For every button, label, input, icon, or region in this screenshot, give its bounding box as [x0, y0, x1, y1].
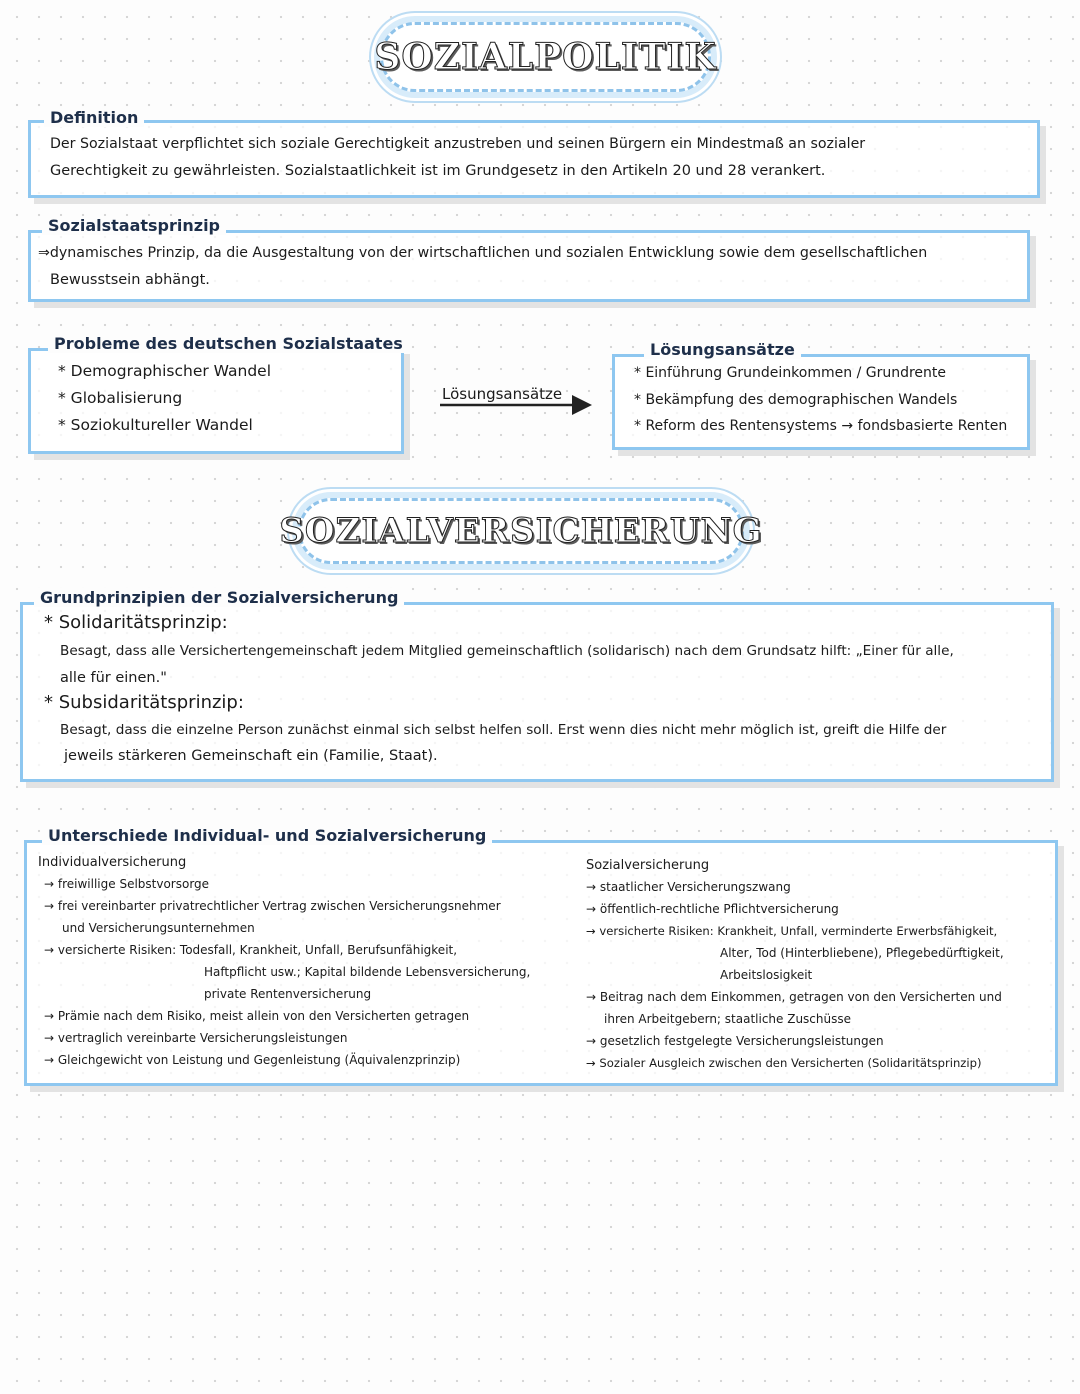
probleme-item-2: * Globalisierung — [58, 389, 183, 407]
loesungen-label: Lösungsansätze — [644, 340, 801, 359]
individual-line-4: → versicherte Risiken: Todesfall, Krankheit, Unfall, Berufsunfähigkeit, — [44, 943, 458, 957]
individual-line-7: → Prämie nach dem Risiko, meist allein von den Versicherten getragen — [44, 1009, 470, 1023]
unterschiede-label: Unterschiede Individual- und Sozialversicherung — [42, 826, 492, 845]
solidaritaet-title: * Solidaritätsprinzip: — [44, 612, 228, 633]
sozial-line-4: Alter, Tod (Hinterbliebene), Pflegebedürftigkeit, — [720, 946, 1004, 960]
loesungen-item-2: * Bekämpfung des demographischen Wandels — [634, 392, 958, 408]
prinzip-line-2: Bewusstsein abhängt. — [50, 272, 210, 288]
probleme-item-3: * Soziokultureller Wandel — [58, 416, 253, 434]
subsidiaritaet-title: * Subsidaritätsprinzip: — [44, 692, 244, 713]
individual-heading: Individualversicherung — [38, 855, 187, 870]
probleme-label: Probleme des deutschen Sozialstaates — [48, 334, 409, 353]
individual-line-3: und Versicherungsunternehmen — [62, 921, 255, 935]
sozial-line-2: → öffentlich-rechtliche Pflichtversicherung — [586, 902, 839, 916]
title-sozialversicherung-cloud — [279, 498, 763, 564]
arrow-right-icon — [438, 392, 594, 418]
individual-line-5: Haftpflicht usw.; Kapital bildende Lebensversicherung, — [204, 965, 531, 979]
prinzip-line-1: ⇒dynamisches Prinzip, da die Ausgestaltung von der wirtschaftlichen und sozialen Entwicklung sowie dem gesellschaftlichen — [38, 245, 928, 261]
subsidiaritaet-line-1: Besagt, dass die einzelne Person zunächst einmal sich selbst helfen soll. Erst wenn dies nicht mehr möglich ist, greift die Hilfe der — [60, 722, 947, 738]
arrow-label: Lösungsansätze — [442, 385, 563, 403]
definition-line-2: Gerechtigkeit zu gewährleisten. Sozialstaatlichkeit ist im Grundgesetz in den Artikeln 20 und 28 verankert. — [50, 163, 826, 179]
grundprinzipien-label: Grundprinzipien der Sozialversicherung — [34, 588, 404, 607]
loesungen-item-1: * Einführung Grundeinkommen / Grundrente — [634, 365, 947, 381]
subsidiaritaet-line-2: jeweils stärkeren Gemeinschaft ein (Familie, Staat). — [64, 748, 438, 764]
sozial-line-6: → Beitrag nach dem Einkommen, getragen von den Versicherten und — [586, 990, 1002, 1004]
page-title: SOZIALPOLITIK — [374, 36, 717, 78]
sozial-line-1: → staatlicher Versicherungszwang — [586, 880, 791, 894]
solidaritaet-line-2: alle für einen." — [60, 670, 167, 686]
sozial-line-7: ihren Arbeitgebern; staatliche Zuschüsse — [604, 1012, 851, 1026]
individual-line-2: → frei vereinbarter privatrechtlicher Vertrag zwischen Versicherungsnehmer — [44, 899, 501, 913]
section-title: SOZIALVERSICHERUNG — [279, 511, 763, 551]
probleme-item-1: * Demographischer Wandel — [58, 362, 272, 380]
sozial-line-5: Arbeitslosigkeit — [720, 968, 813, 982]
loesungen-item-3: * Reform des Rentensystems → fondsbasierte Renten — [634, 418, 1008, 434]
definition-line-1: Der Sozialstaat verpflichtet sich soziale Gerechtigkeit anzustreben und seinen Bürgern ein Mindestmaß an sozialer — [50, 136, 866, 152]
sozial-line-9: → Sozialer Ausgleich zwischen den Versicherten (Solidaritätsprinzip) — [586, 1056, 982, 1070]
individual-line-1: → freiwillige Selbstvorsorge — [44, 877, 210, 891]
prinzip-box — [28, 230, 1030, 302]
solidaritaet-line-1: Besagt, dass alle Versichertengemeinschaft jedem Mitglied gemeinschaftlich (solidarisch) nach dem Grundsatz hilft: „Einer für alle, — [60, 643, 954, 659]
individual-line-6: private Rentenversicherung — [204, 987, 372, 1001]
definition-label: Definition — [44, 108, 144, 127]
individual-line-9: → Gleichgewicht von Leistung und Gegenleistung (Äquivalenzprinzip) — [44, 1053, 461, 1067]
definition-box — [28, 120, 1040, 198]
individual-line-8: → vertraglich vereinbarte Versicherungsleistungen — [44, 1031, 348, 1045]
sozial-line-3: → versicherte Risiken: Krankheit, Unfall, verminderte Erwerbsfähigkeit, — [586, 924, 998, 938]
sozial-heading: Sozialversicherung — [586, 858, 710, 873]
prinzip-label: Sozialstaatsprinzip — [42, 216, 226, 235]
title-sozialpolitik-cloud — [374, 22, 717, 92]
sozial-line-8: → gesetzlich festgelegte Versicherungsleistungen — [586, 1034, 884, 1048]
